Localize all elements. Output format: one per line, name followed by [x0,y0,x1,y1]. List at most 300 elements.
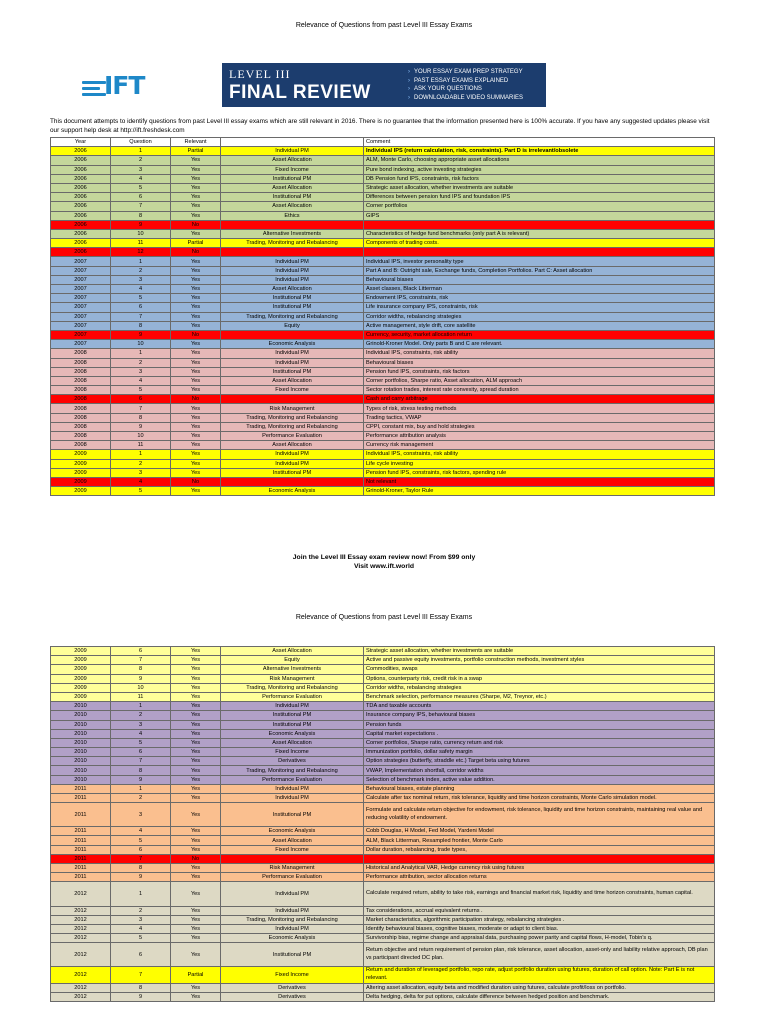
cell-relevant: Yes [171,674,221,683]
cell-year: 2012 [51,934,111,943]
cell-relevant: Yes [171,275,221,284]
table-row [51,656,715,665]
promo-line-1: Join the Level III Essay exam review now! From $99 only [292,554,476,561]
cell-relevant: Yes [171,983,221,992]
cell-relevant: Yes [171,692,221,701]
cell-comment: Individual IPS, constraints, risk ability [364,349,715,358]
cell-relevant: Yes [171,873,221,882]
cell-topic: Institutional PM [221,711,364,720]
cell-topic: Economic Analysis [221,487,364,496]
cell-year: 2009 [51,468,111,477]
cell-topic: Risk Management [221,674,364,683]
cell-year: 2008 [51,367,111,376]
table-row [51,156,715,165]
cell-comment: Pension funds [364,720,715,729]
cell-comment: Corner portfolios, Sharpe ratio, currency return and risk [364,738,715,747]
cell-comment: Grinold-Kroner, Taylor Rule [364,487,715,496]
banner-bullet: › DOWNLOADABLE VIDEO SUMMARIES [408,94,524,101]
relevance-table-2006-2009 [50,137,715,496]
cell-year: 2010 [51,711,111,720]
cell-comment: Options, counterparty risk, credit risk in a swap [364,674,715,683]
cell-relevant: Yes [171,845,221,854]
cell-relevant: Yes [171,174,221,183]
table-row [51,738,715,747]
table-row [51,413,715,422]
cell-year: 2012 [51,967,111,983]
cell-topic [221,220,364,229]
cell-question: 7 [111,656,171,665]
cell-comment: Survivorship bias, regime change and appraisal data, purchasing power parity and capital flows, H-model, Tobin's q. [364,934,715,943]
cell-question: 7 [111,757,171,766]
cell-topic: Alternative Investments [221,229,364,238]
cell-year: 2011 [51,864,111,873]
cell-relevant: Yes [171,229,221,238]
cell-year: 2008 [51,358,111,367]
cell-year: 2012 [51,915,111,924]
cell-question: 8 [111,413,171,422]
cell-year: 2009 [51,450,111,459]
cell-year: 2006 [51,220,111,229]
cell-comment: Historical and Analytical VAR, Hedge currency risk using futures [364,864,715,873]
cell-relevant: Yes [171,794,221,803]
table-row [51,757,715,766]
promo-text [0,553,768,571]
table-row [51,702,715,711]
table-row [51,692,715,701]
table-row [51,147,715,156]
cell-year: 2008 [51,349,111,358]
cell-question: 7 [111,404,171,413]
banner-level: LEVEL III [229,67,291,81]
relevance-table-2009-2012 [50,646,715,1002]
cell-question: 2 [111,266,171,275]
cell-comment: Immunization portfolio, dollar safety margin [364,748,715,757]
header-relevant: Relevant [171,138,221,147]
cell-topic: Equity [221,321,364,330]
cell-question: 9 [111,775,171,784]
cell-question: 5 [111,386,171,395]
cell-comment: Pension fund IPS, constraints, risk factors [364,367,715,376]
table-row [51,882,715,906]
cell-question: 8 [111,321,171,330]
cell-comment: Not relevant [364,477,715,486]
cell-comment: Part A and B: Outright sale, Exchange funds, Completion Portfolios. Part C: Asset allocation [364,266,715,275]
cell-question: 1 [111,147,171,156]
cell-year: 2008 [51,441,111,450]
cell-comment: Strategic asset allocation, whether investments are suitable [364,183,715,192]
cell-relevant: Yes [171,827,221,836]
table-row [51,720,715,729]
chevron-right-icon: › [408,94,410,101]
cell-relevant: Yes [171,943,221,967]
cell-relevant: Yes [171,934,221,943]
cell-comment: Tax considerations, accrual equivalent returns . [364,906,715,915]
cell-relevant: Yes [171,376,221,385]
table-row [51,257,715,266]
cell-topic: Individual PM [221,266,364,275]
cell-comment: Capital market expectations . [364,729,715,738]
cell-year: 2009 [51,674,111,683]
table-row [51,202,715,211]
cell-topic: Performance Evaluation [221,432,364,441]
cell-relevant: Yes [171,915,221,924]
cell-relevant: Yes [171,720,221,729]
cell-relevant: Yes [171,349,221,358]
cell-question: 1 [111,349,171,358]
cell-comment: Pension fund IPS, constraints, risk factors, spending rule [364,468,715,477]
cell-question: 12 [111,248,171,257]
header-question: Question [111,138,171,147]
cell-relevant: Yes [171,882,221,906]
table-row [51,943,715,967]
cell-year: 2012 [51,906,111,915]
banner-title: FINAL REVIEW [229,82,371,103]
cell-relevant: Yes [171,906,221,915]
cell-topic: Individual PM [221,257,364,266]
cell-topic: Institutional PM [221,174,364,183]
cell-comment: Return and duration of leveraged portfolio, repo rate, adjust portfolio duration using futures, duration of call option. Note: Part E is not relevant. [364,967,715,983]
cell-topic [221,854,364,863]
cell-comment: Types of risk, stress testing methods [364,404,715,413]
logo-text: IFT [104,71,145,100]
cell-year: 2006 [51,165,111,174]
table-row [51,376,715,385]
cell-comment: Corner portfolios, Sharpe ratio, Asset allocation, ALM approach [364,376,715,385]
table-row [51,711,715,720]
cell-question: 3 [111,720,171,729]
cell-relevant: Yes [171,321,221,330]
cell-comment: Differences between pension fund IPS and foundation IPS [364,193,715,202]
cell-year: 2009 [51,656,111,665]
cell-topic: Asset Allocation [221,441,364,450]
table-row [51,239,715,248]
header-comment: Comment [364,138,715,147]
banner-bullets [408,68,523,102]
banner-bullet: › PAST ESSAY EXAMS EXPLAINED [408,77,509,84]
cell-question: 4 [111,924,171,933]
cell-relevant: Yes [171,924,221,933]
cell-topic [221,477,364,486]
cell-topic: Asset Allocation [221,156,364,165]
cell-question: 8 [111,665,171,674]
cell-topic: Risk Management [221,864,364,873]
table-row [51,468,715,477]
cell-topic: Economic Analysis [221,934,364,943]
cell-topic: Institutional PM [221,303,364,312]
cell-comment: VWAP, Implementation shortfall, corridor widths [364,766,715,775]
cell-year: 2006 [51,211,111,220]
cell-topic: Economic Analysis [221,729,364,738]
cell-relevant: Yes [171,422,221,431]
cell-year: 2008 [51,432,111,441]
banner-bullet: › ASK YOUR QUESTIONS [408,86,482,92]
cell-topic: Alternative Investments [221,665,364,674]
cell-topic: Individual PM [221,702,364,711]
header-year: Year [51,138,111,147]
cell-relevant: Yes [171,285,221,294]
table-row [51,330,715,339]
cell-topic: Trading, Monitoring and Rebalancing [221,413,364,422]
table-row [51,211,715,220]
cell-topic: Performance Evaluation [221,775,364,784]
cell-question: 1 [111,784,171,793]
cell-question: 10 [111,683,171,692]
cell-comment: Pure bond indexing, active investing strategies [364,165,715,174]
table-header-row [51,138,715,147]
cell-topic: Individual PM [221,906,364,915]
cell-question: 10 [111,432,171,441]
cell-year: 2008 [51,404,111,413]
table-row [51,906,715,915]
cell-relevant: Yes [171,683,221,692]
cell-year: 2010 [51,748,111,757]
cell-comment [364,854,715,863]
cell-comment: Market characteristics, algorithmic participation strategy, rebalancing strategies . [364,915,715,924]
cell-topic: Trading, Monitoring and Rebalancing [221,312,364,321]
table-row [51,873,715,882]
cell-question: 1 [111,702,171,711]
cell-topic: Derivatives [221,757,364,766]
cell-comment: Strategic asset allocation, whether investments are suitable [364,647,715,656]
cell-year: 2007 [51,303,111,312]
cell-relevant: Yes [171,441,221,450]
cell-comment: Cash and carry arbitrage [364,395,715,404]
cell-topic [221,330,364,339]
cell-comment: Dollar duration, rebalancing, trade types, [364,845,715,854]
cell-topic: Derivatives [221,992,364,1001]
cell-relevant: Yes [171,312,221,321]
cell-comment: Commodities, swaps [364,665,715,674]
table-row [51,864,715,873]
cell-relevant: No [171,248,221,257]
cell-topic: Asset Allocation [221,183,364,192]
cell-comment: Behavioural biases [364,275,715,284]
cell-relevant: Yes [171,784,221,793]
cell-comment: Individual IPS (return calculation, risk, constraints). Part D is irrelevant/obsolete [364,147,715,156]
cell-year: 2009 [51,647,111,656]
header-topic [221,138,364,147]
cell-year: 2011 [51,827,111,836]
cell-question: 9 [111,873,171,882]
cell-year: 2008 [51,422,111,431]
cell-relevant: Yes [171,702,221,711]
cell-relevant: Yes [171,711,221,720]
cell-topic: Institutional PM [221,367,364,376]
cell-relevant: Yes [171,656,221,665]
cell-comment: CPPI, constant mix, buy and hold strategies [364,422,715,431]
table-row [51,665,715,674]
table-row [51,915,715,924]
table-row [51,303,715,312]
cell-question: 3 [111,275,171,284]
cell-relevant: Yes [171,413,221,422]
cell-year: 2011 [51,794,111,803]
cell-relevant: Yes [171,156,221,165]
cell-comment: Endowment IPS, constraints, risk [364,294,715,303]
cell-year: 2011 [51,836,111,845]
cell-comment: Active and passive equity investments, portfolio construction methods, investment styles [364,656,715,665]
cell-question: 11 [111,692,171,701]
cell-question: 7 [111,202,171,211]
cell-relevant: Yes [171,257,221,266]
cell-year: 2011 [51,873,111,882]
cell-question: 11 [111,441,171,450]
cell-comment: Performance attribution, sector allocation returns [364,873,715,882]
cell-comment: Formulate and calculate return objective for endowment, risk tolerance, liquidity and time horizon constraints, maintaining real value and reducing volatility of endowment. [364,803,715,827]
table-row [51,766,715,775]
cell-question: 4 [111,477,171,486]
cell-comment: ALM, Black Litterman, Resampled frontier, Monte Carlo [364,836,715,845]
cell-topic: Asset Allocation [221,376,364,385]
cell-question: 2 [111,711,171,720]
cell-relevant: No [171,854,221,863]
table-row [51,827,715,836]
cell-comment: Currency risk management [364,441,715,450]
table-row [51,775,715,784]
table-row [51,836,715,845]
cell-topic: Fixed Income [221,845,364,854]
cell-comment: Performance attribution analysis [364,432,715,441]
cell-year: 2011 [51,784,111,793]
page-title-2: Relevance of Questions from past Level III Essay Exams [295,614,473,621]
cell-question: 8 [111,211,171,220]
table-row [51,854,715,863]
cell-question: 5 [111,934,171,943]
cell-comment: Asset classes, Black Litterman [364,285,715,294]
cell-year: 2006 [51,183,111,192]
cell-year: 2010 [51,729,111,738]
cell-year: 2010 [51,757,111,766]
cell-comment [364,248,715,257]
cell-question: 4 [111,285,171,294]
cell-question: 5 [111,487,171,496]
intro-text: This document attempts to identify questions from past Level III essay exams which are still relevant in 2016. There is no guarantee that the information presented here is 100% accurate. If you have any suggested updates please visit our support help desk at http://ift.freshdesk.com [50,118,710,134]
cell-relevant: Yes [171,211,221,220]
cell-topic: Individual PM [221,450,364,459]
cell-question: 4 [111,376,171,385]
cell-relevant: Yes [171,647,221,656]
cell-year: 2009 [51,683,111,692]
cell-question: 9 [111,330,171,339]
cell-question: 9 [111,992,171,1001]
cell-question: 2 [111,794,171,803]
table-row [51,441,715,450]
cell-relevant: Yes [171,775,221,784]
table-row [51,432,715,441]
table-row [51,193,715,202]
table-row [51,386,715,395]
table-row [51,803,715,827]
cell-year: 2006 [51,202,111,211]
promo-line-2: Visit www.ift.world [353,563,415,570]
table-row [51,321,715,330]
cell-year: 2008 [51,413,111,422]
cell-year: 2006 [51,193,111,202]
cell-comment: Behavioural biases, estate planning [364,784,715,793]
cell-year: 2012 [51,983,111,992]
table-row [51,487,715,496]
cell-question: 1 [111,450,171,459]
cell-year: 2007 [51,257,111,266]
cell-year: 2007 [51,321,111,330]
cell-year: 2012 [51,943,111,967]
cell-year: 2009 [51,665,111,674]
cell-comment: Trading tactics, VWAP [364,413,715,422]
cell-comment: Option strategies (butterfly, straddle etc.) Target beta using futures [364,757,715,766]
table-row [51,748,715,757]
cell-relevant: Yes [171,367,221,376]
cell-topic [221,248,364,257]
table-row [51,183,715,192]
table-row [51,477,715,486]
cell-comment: Life cycle investing [364,459,715,468]
cell-topic: Institutional PM [221,720,364,729]
cell-question: 6 [111,395,171,404]
cell-comment: Corner portfolios [364,202,715,211]
table-row [51,165,715,174]
cell-question: 3 [111,803,171,827]
table-row [51,992,715,1001]
cell-topic: Trading, Monitoring and Rebalancing [221,766,364,775]
cell-year: 2008 [51,386,111,395]
cell-topic: Individual PM [221,459,364,468]
cell-year: 2007 [51,266,111,275]
cell-question: 9 [111,220,171,229]
cell-question: 3 [111,915,171,924]
cell-topic: Individual PM [221,147,364,156]
cell-topic: Institutional PM [221,294,364,303]
table-row [51,358,715,367]
cell-comment: Corridor widths, rebalancing strategies [364,312,715,321]
cell-topic: Institutional PM [221,803,364,827]
cell-comment: Behavioural biases [364,358,715,367]
cell-question: 11 [111,239,171,248]
table-row [51,784,715,793]
cell-topic: Asset Allocation [221,647,364,656]
table-row [51,459,715,468]
cell-question: 6 [111,943,171,967]
cell-relevant: Yes [171,992,221,1001]
cell-year: 2006 [51,156,111,165]
cell-comment: TDA and taxable accounts [364,702,715,711]
table-row [51,683,715,692]
cell-comment: DB Pension fund IPS, constraints, risk factors [364,174,715,183]
table-row [51,729,715,738]
page-title: Relevance of Questions from past Level III Essay Exams [295,22,473,29]
cell-year: 2007 [51,312,111,321]
cell-year: 2007 [51,285,111,294]
cell-relevant: Yes [171,404,221,413]
cell-question: 6 [111,748,171,757]
cell-topic: Asset Allocation [221,285,364,294]
cell-relevant: Yes [171,836,221,845]
cell-question: 10 [111,340,171,349]
cell-relevant: No [171,477,221,486]
cell-relevant: Yes [171,386,221,395]
cell-topic: Equity [221,656,364,665]
cell-year: 2010 [51,702,111,711]
cell-comment: Currency, security, market allocation return [364,330,715,339]
cell-topic [221,395,364,404]
cell-question: 1 [111,257,171,266]
cell-relevant: Yes [171,165,221,174]
cell-topic: Asset Allocation [221,202,364,211]
cell-comment: Corridor widths, rebalancing strategies [364,683,715,692]
table-row [51,248,715,257]
table-row [51,229,715,238]
cell-topic: Individual PM [221,882,364,906]
table-row [51,285,715,294]
